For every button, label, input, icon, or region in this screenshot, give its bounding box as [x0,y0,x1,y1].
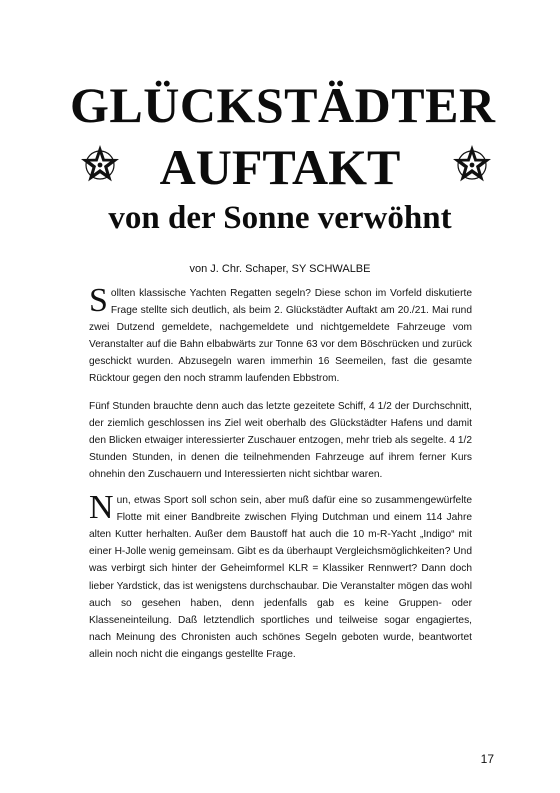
paragraph-2: Fünf Stunden brauchte denn auch das letzte gezeitete Schiff, 4 1/2 der Durchschnitt, der ziemlich geschlossen ins Ziel weit oberhalb des Glückstädter Hafens und damit den Blicken etwaiger interessierter Zuschauer entzogen, mehr trieb als segelte. 4 1/2 Stunden Stunden, in denen die teilnehmenden Fahrzeuge auf ihrem ferner Kurs ohnehin den Zuschauern und Interessierten nicht sichtbar waren. [89,400,472,480]
drop-cap: N [89,489,114,527]
star-in-circle-icon [80,144,120,186]
headline-line-1: GLÜCKSTÄDTER [70,77,496,133]
article-body [89,282,472,663]
paragraph-3-text: un, etwas Sport soll schon sein, aber muß dafür eine so zusammengewürfelte Flotte mit einer Bandbreite zwischen Flying Dutchman und einem 114 Jahre alten Kutter herhalten. Außer dem Baustoff hat auch die 10 m-R-Yacht „Indigo“ mit einer H-Jolle wenig gemeinsam. Gibt es da überhaupt Vergleichsmöglichkeiten? Und was verbirgt sich hinter der Geheimformel KLR = Klassiker Rennwert? Dann doch lieber Yardstick, das ist wenigstens durchschaubar. Die Veranstalter mögen das wohl auch so gesehen haben, denn jedenfalls gab es keine Gruppen- oder Klasseneinteilung. Daß letztendlich sportliches und teilweise sogar engagiertes, nach Meinung des Chronisten auch schönes Segeln geboten wurde, beantwortet allein noch nicht die eingangs gestellte Frage. [89,495,472,660]
paragraph-3 [89,489,472,663]
headline-line-2-row [70,138,490,198]
star-in-circle-icon [452,144,492,186]
headline-subtitle: von der Sonne verwöhnt [108,200,452,236]
author-byline: von J. Chr. Schaper, SY SCHWALBE [189,263,371,275]
drop-cap: S [89,282,108,319]
paragraph-1-text: ollten klassische Yachten Regatten segeln? Diese schon im Vorfeld diskutierte Frage stellte sich deutlich, als beim 2. Glückstädter Auftakt am 20./21. Mai rund zwei Dutzend gemeldete, nachgemeldete und nichtgemeldete Fahrzeuge vom Veranstalter auf die Bahn elbabwärts zur Tonne 63 vor dem Böschrücken und zurück geschickt wurden. Abzusegeln waren immerhin 16 Seemeilen, fast die gesamte Rücktour gegen den noch stramm laufenden Ebbstrom. [89,288,472,385]
headline-line-2: AUFTAKT [159,139,401,195]
paragraph-1 [89,282,472,388]
page-number: 17 [480,752,494,766]
